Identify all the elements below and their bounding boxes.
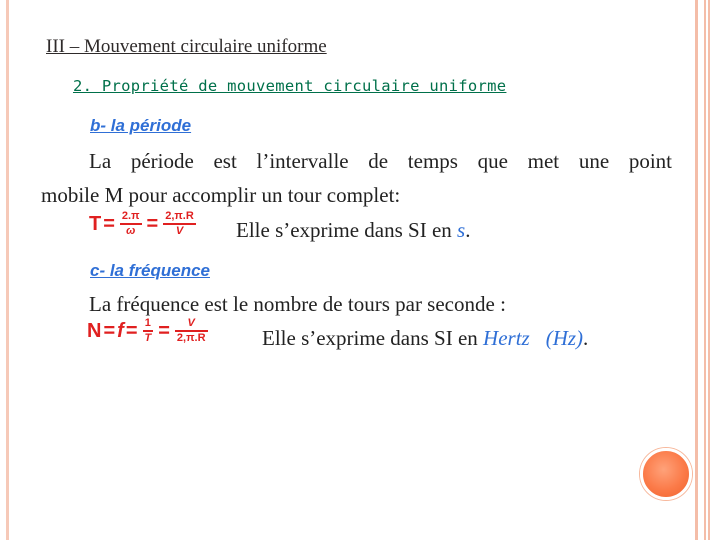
fraction-numerator: 2,π.R bbox=[165, 210, 194, 222]
formula-equals: = bbox=[125, 319, 138, 342]
slide-subtitle: 2. Propriété de mouvement circulaire uniforme bbox=[73, 77, 507, 95]
frequence-line-1: La fréquence est le nombre de tours par seconde : bbox=[89, 292, 506, 316]
fraction-2pi-omega bbox=[120, 210, 142, 238]
periode-line-2: mobile M pour accomplir un tour complet: bbox=[41, 183, 401, 207]
formula-equals: = bbox=[158, 319, 170, 342]
fraction-1-T bbox=[143, 317, 154, 345]
right-border-double-line bbox=[704, 0, 710, 540]
fraction-numerator: 2.π bbox=[121, 210, 140, 222]
fraction-denominator: V bbox=[175, 225, 184, 237]
fraction-numerator: V bbox=[187, 317, 195, 329]
periode-unit-line bbox=[236, 218, 470, 243]
formula-equals: = bbox=[103, 212, 115, 235]
heading-periode: b- la période bbox=[90, 116, 192, 135]
fraction-2piR-V bbox=[163, 210, 196, 238]
slide-title: III – Mouvement circulaire uniforme bbox=[46, 36, 327, 57]
fraction-numerator: 1 bbox=[144, 317, 151, 329]
periode-line-1: La période est l’intervalle de temps que met une point bbox=[89, 149, 672, 173]
periode-unit: s bbox=[457, 218, 466, 242]
formula-equals: = bbox=[146, 212, 159, 235]
left-border-decoration bbox=[0, 0, 9, 540]
frequence-unit-abbr: (Hz) bbox=[545, 326, 584, 350]
right-border-line bbox=[695, 0, 698, 540]
frequence-unit: Hertz bbox=[483, 326, 530, 350]
periode-formula bbox=[89, 210, 199, 238]
formula-equals: = bbox=[103, 319, 116, 342]
fraction-V-2piR bbox=[175, 317, 208, 345]
fraction-denominator: 2,π.R bbox=[176, 332, 206, 344]
frequence-unit-line bbox=[262, 326, 588, 351]
fraction-denominator: ω bbox=[126, 225, 136, 237]
periode-unit-text: Elle s’exprime dans SI en bbox=[236, 218, 458, 242]
fraction-denominator: T bbox=[144, 332, 152, 344]
periode-unit-end: . bbox=[465, 218, 471, 242]
heading-frequence: c- la fréquence bbox=[90, 261, 210, 280]
frequence-formula bbox=[87, 317, 211, 345]
formula-lhs-N: N bbox=[87, 319, 102, 342]
formula-f: f bbox=[117, 319, 124, 342]
frequence-unit-text: Elle s’exprime dans SI en bbox=[262, 326, 484, 350]
formula-lhs-T: T bbox=[89, 212, 102, 235]
decorative-circle bbox=[640, 448, 692, 500]
frequence-unit-end: . bbox=[583, 326, 589, 350]
